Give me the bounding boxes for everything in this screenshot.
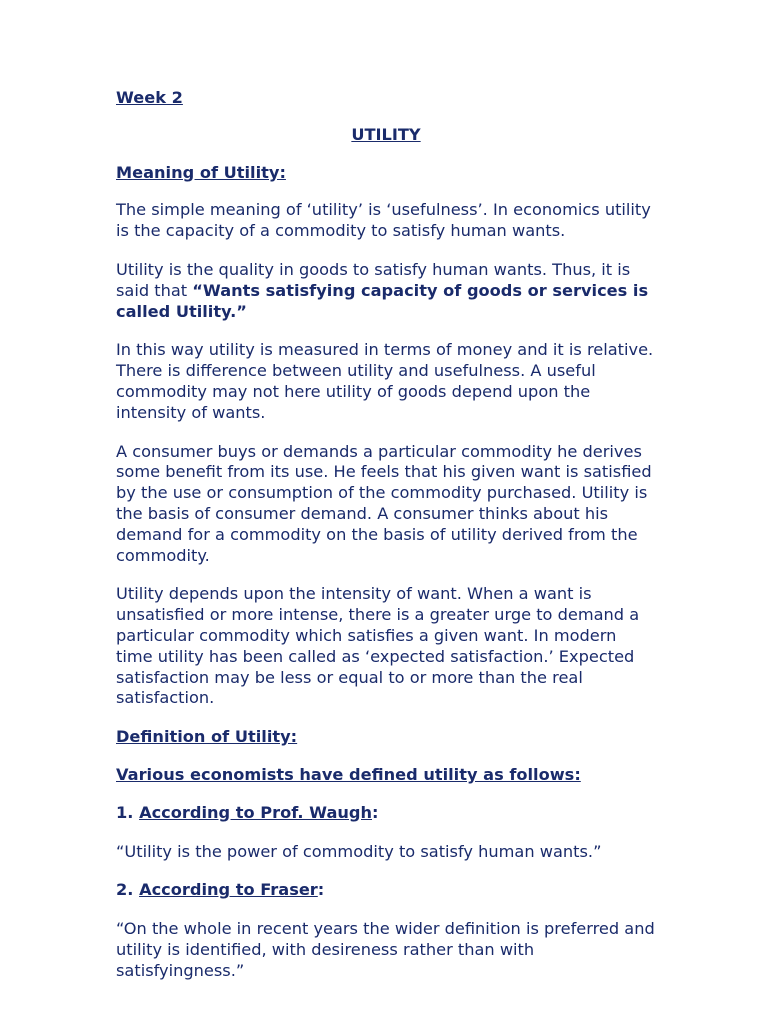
definition-1-heading — [116, 803, 656, 824]
definition-2-source: According to Fraser — [139, 880, 318, 900]
definition-1-quote: “Utility is the power of commodity to satisfy human wants.” — [116, 841, 602, 861]
definition-2-colon: : — [317, 880, 325, 900]
document-title: UTILITY — [351, 124, 421, 144]
definition-2-quote: “On the whole in recent years the wider definition is preferred and utility is identified, with desireness rather than with satisfyingness.” — [116, 919, 655, 980]
meaning-heading: Meaning of Utility: — [116, 162, 286, 182]
definition-2-number: 2. — [116, 880, 140, 900]
paragraph-3: In this way utility is measured in terms of money and it is relative. There is difference between utility and usefulness. A useful commodity may not here utility of goods depend upon the intensity of wants. — [116, 340, 654, 422]
paragraph-2-lead: Utility is the quality in goods to satisfy human wants. Thus, it is said that — [116, 259, 631, 300]
paragraph-5: Utility depends upon the intensity of want. When a want is unsatisfied or more intense, there is a greater urge to demand a particular commodity which satisfies a given want. In modern time utility has been called as ‘expected satisfaction.’ Expected satisfaction may be less or equal to or more than the real satisfaction. — [116, 584, 640, 708]
definition-1-colon: : — [372, 802, 379, 822]
paragraph-2 — [116, 260, 656, 322]
definition-2-heading — [116, 880, 656, 901]
paragraph-2-quote: “Wants satisfying capacity of goods or services is called Utility.” — [116, 280, 649, 321]
paragraph-1: The simple meaning of ‘utility’ is ‘usefulness’. In economics utility is the capacity of a commodity to satisfy human wants. — [116, 200, 651, 241]
definition-1-number: 1. — [116, 802, 140, 822]
document-page — [116, 88, 656, 1000]
paragraph-4: A consumer buys or demands a particular commodity he derives some benefit from its use. He feels that his given want is satisfied by the use or consumption of the commodity purchased. Utility is the basis of consumer demand. A consumer thinks about his demand for a commodity on the basis of utility derived from the commodity. — [116, 441, 652, 565]
definition-1-source: According to Prof. Waugh — [139, 802, 373, 822]
week-label: Week 2 — [116, 88, 183, 107]
definition-heading: Definition of Utility: — [116, 727, 298, 747]
economists-heading: Various economists have defined utility as follows: — [116, 764, 581, 784]
